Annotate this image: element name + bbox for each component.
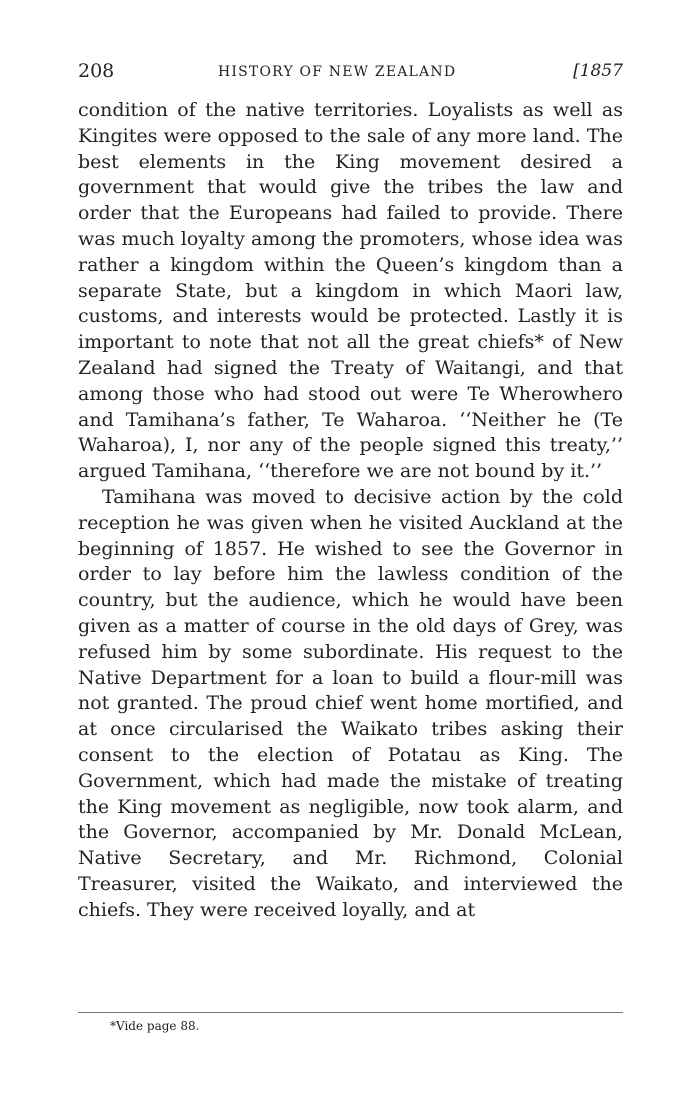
paragraph-tamihana: Tamihana was moved to decisive action by the cold reception he was given when he visited Auckland at the beginning of 1857. He wished to see the Governor in order to lay before him the lawless condition of the country, but the audience, which he would have been given as a matter of course in the old days of Grey, was refused him by some subordinate. His request to the Native Department for a loan to build a flour-mill was not granted. The proud chief went home mortified, and at once circularised the Waikato tribes asking their consent to the election of Potatau as King. The Government, which had made the mistake of treating the King movement as negligible, now took alarm, and the Governor, accompanied by Mr. Donald McLean, Native Secretary, and Mr. Richmond, Colonial Treasurer, visited the Waikato, and interviewed the chiefs. They were received loyally, and at bbox=[78, 485, 623, 921]
body-text bbox=[78, 98, 623, 924]
running-header bbox=[78, 58, 623, 84]
page-number: 208 bbox=[78, 60, 115, 82]
footnote: *Vide page 88. bbox=[110, 1019, 200, 1033]
paragraph-continued: condition of the native territories. Loyalists as well as Kingites were opposed to the sale of any more land. The best elements in the King movement desired a government that would give the tribes the law and order that the Europeans had failed to provide. There was much loyalty among the promoters, whose idea was rather a kingdom within the Queen’s kingdom than a separate State, but a kingdom in which Maori law, customs, and interests would be protected. Lastly it is important to note that not all the great chiefs* of New Zealand had signed the Treaty of Waitangi, and that among those who had stood out were Te Wherowhero and Tamihana’s father, Te Waharoa. ‘‘Neither he (Te Waharoa), I, nor any of the people signed this treaty,’’ argued Tamihana, ‘‘therefore we are not bound by it.’’ bbox=[78, 99, 623, 483]
running-title: HISTORY OF NEW ZEALAND bbox=[218, 64, 457, 80]
running-year: [1857 bbox=[573, 61, 623, 81]
footnote-rule bbox=[78, 1012, 623, 1013]
